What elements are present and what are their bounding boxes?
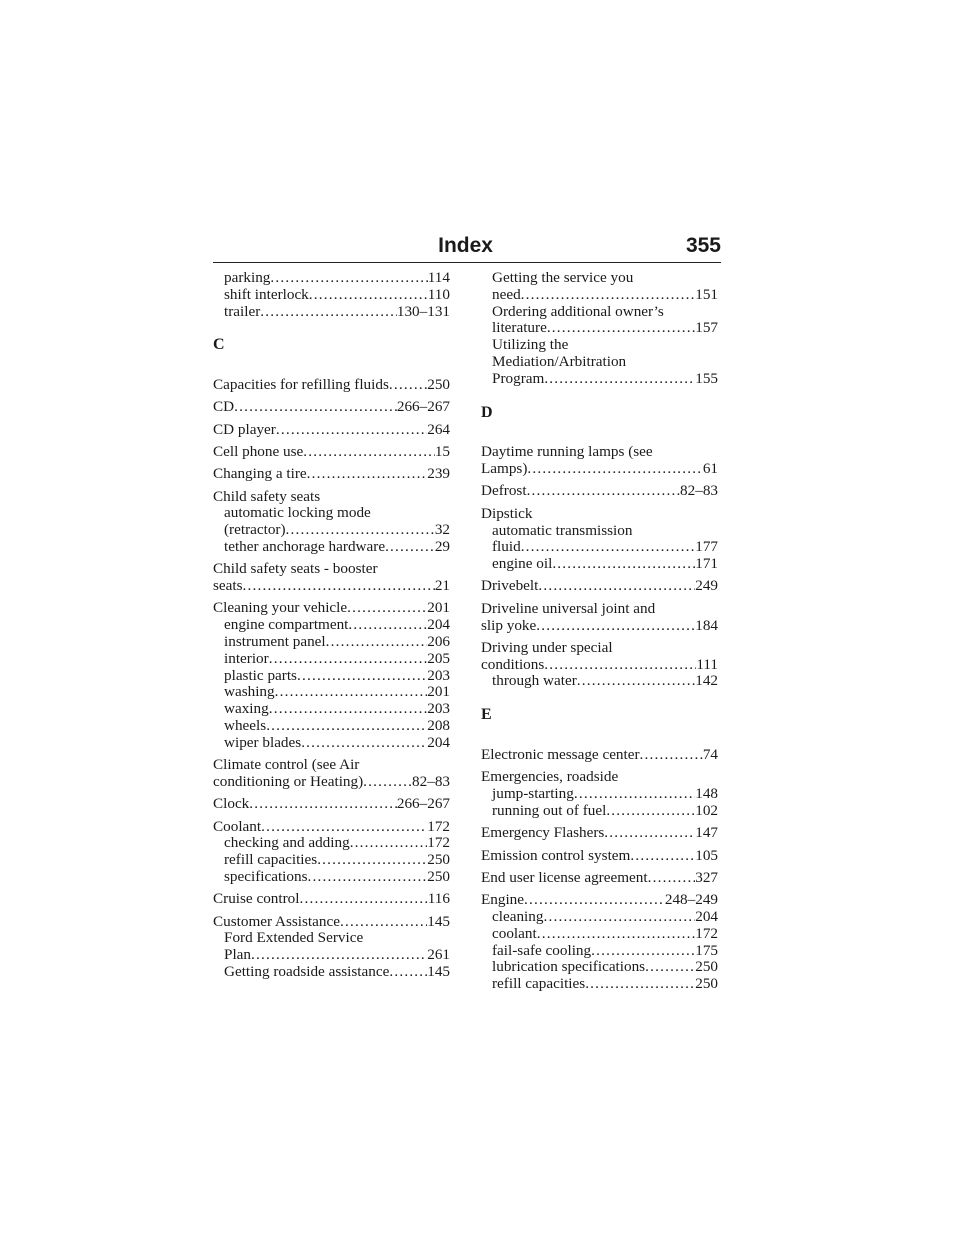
index-entry-page: 201 bbox=[427, 600, 450, 617]
page-title: Index bbox=[438, 234, 493, 257]
index-entry-label: Getting roadside assistance bbox=[224, 963, 390, 980]
index-entry bbox=[481, 304, 718, 321]
index-entry bbox=[213, 835, 450, 852]
index-entry bbox=[481, 825, 718, 842]
index-entry-label: seats bbox=[213, 578, 243, 595]
index-entry-label: trailer bbox=[224, 303, 261, 320]
index-entry bbox=[481, 483, 718, 500]
index-entry-label: conditioning or Heating) bbox=[213, 773, 364, 790]
index-entry-page: 157 bbox=[695, 320, 718, 337]
index-entry bbox=[213, 444, 450, 461]
index-entry-label: Customer Assistance bbox=[213, 913, 340, 930]
dot-leader bbox=[389, 964, 427, 981]
dot-leader bbox=[340, 914, 427, 931]
index-entry bbox=[213, 522, 450, 539]
dot-leader bbox=[640, 747, 703, 764]
index-entry-page: 249 bbox=[695, 578, 718, 595]
index-entry bbox=[213, 539, 450, 556]
index-entry-page: 327 bbox=[695, 869, 718, 886]
index-entry-page: 110 bbox=[427, 286, 450, 303]
dot-leader bbox=[348, 617, 427, 634]
index-entry-label: Emission control system bbox=[481, 847, 631, 864]
index-entry-text: automatic locking mode bbox=[224, 504, 371, 522]
index-entry-page: 114 bbox=[427, 270, 450, 286]
dot-leader bbox=[574, 786, 695, 803]
index-entry-page: 142 bbox=[695, 673, 718, 690]
index-entry-label: Lamps) bbox=[481, 461, 528, 478]
dot-leader bbox=[630, 848, 695, 865]
index-entry-label: wheels bbox=[224, 718, 267, 735]
index-entry bbox=[213, 735, 450, 752]
dot-leader bbox=[260, 304, 397, 321]
index-entry-label: shift interlock bbox=[224, 286, 309, 303]
index-entry-label: literature bbox=[492, 320, 547, 337]
index-entry bbox=[481, 556, 718, 573]
index-entry-page: 116 bbox=[427, 891, 450, 908]
index-entry-page: 130–131 bbox=[396, 303, 450, 320]
index-entry-label: Program bbox=[492, 370, 545, 387]
index-entry bbox=[481, 444, 718, 461]
index-entry-page: 105 bbox=[695, 847, 718, 864]
dot-leader bbox=[251, 947, 427, 964]
index-entry-page: 175 bbox=[695, 942, 718, 959]
dot-leader bbox=[537, 926, 696, 943]
index-entry-label: fluid bbox=[492, 539, 521, 556]
index-entry bbox=[213, 964, 450, 981]
index-entry bbox=[213, 617, 450, 634]
index-entry-label: cleaning bbox=[492, 908, 544, 925]
dot-leader bbox=[645, 959, 695, 976]
index-entry-text: Getting the service you bbox=[492, 269, 634, 286]
dot-leader bbox=[552, 556, 695, 573]
index-entry bbox=[213, 796, 450, 813]
dot-leader bbox=[326, 634, 428, 651]
index-entry-label: Coolant bbox=[213, 818, 262, 835]
index-entry-label: Plan bbox=[224, 947, 252, 964]
index-entry-label: interior bbox=[224, 650, 269, 667]
dot-leader bbox=[269, 701, 428, 718]
index-entry bbox=[213, 947, 450, 964]
index-entry-page: 204 bbox=[427, 734, 450, 751]
index-entry-label: Cell phone use bbox=[213, 444, 304, 461]
index-entry bbox=[213, 466, 450, 483]
dot-leader bbox=[276, 422, 427, 439]
dot-leader bbox=[303, 444, 435, 461]
dot-leader bbox=[269, 651, 428, 668]
index-entry-page: 172 bbox=[427, 818, 450, 835]
index-entry-label: Clock bbox=[213, 796, 250, 813]
index-entry bbox=[481, 769, 718, 786]
index-entry bbox=[481, 539, 718, 556]
index-entry-page: 184 bbox=[695, 617, 718, 634]
index-entry-label: Electronic message center bbox=[481, 747, 640, 764]
dot-leader bbox=[299, 891, 427, 908]
index-entry-page: 155 bbox=[695, 370, 718, 387]
index-entry bbox=[213, 718, 450, 735]
index-entry-page: 261 bbox=[427, 947, 450, 964]
index-entry-text: Dipstick bbox=[481, 504, 533, 522]
index-entry-page: 203 bbox=[427, 701, 450, 718]
index-entry bbox=[481, 270, 718, 287]
dot-leader bbox=[521, 287, 696, 304]
index-entry-label: Defrost bbox=[481, 483, 527, 500]
index-entry-page: 74 bbox=[702, 747, 718, 764]
index-entry-label: running out of fuel bbox=[492, 802, 607, 819]
index-entry-page: 266–267 bbox=[396, 796, 450, 813]
index-entry-text: Mediation/Arbitration bbox=[492, 352, 627, 370]
index-entry-page: 171 bbox=[695, 556, 718, 573]
index-entry-label: coolant bbox=[492, 925, 537, 942]
index-entry-page: 32 bbox=[434, 522, 450, 539]
index-entry bbox=[213, 757, 450, 774]
index-entry bbox=[213, 377, 450, 394]
index-entry-label: checking and adding bbox=[224, 835, 350, 852]
index-entry bbox=[213, 505, 450, 522]
index-entry bbox=[481, 578, 718, 595]
index-entry-label: slip yoke bbox=[481, 617, 537, 634]
index-entry-label: CD bbox=[213, 399, 235, 416]
index-entry bbox=[481, 657, 718, 674]
dot-leader bbox=[648, 870, 696, 887]
dot-leader bbox=[521, 539, 696, 556]
index-entry bbox=[213, 869, 450, 886]
index-entry-text: Utilizing the bbox=[492, 336, 569, 354]
index-entry bbox=[213, 701, 450, 718]
index-entry-page: 177 bbox=[695, 539, 718, 556]
dot-leader bbox=[585, 976, 695, 993]
dot-leader bbox=[389, 377, 427, 394]
index-entry bbox=[213, 930, 450, 947]
dot-leader bbox=[249, 796, 397, 813]
dot-leader bbox=[347, 600, 427, 617]
index-entry-page: 82–83 bbox=[412, 773, 450, 790]
index-entry-page: 248–249 bbox=[664, 892, 718, 909]
index-entry-text: Driving under special bbox=[481, 638, 613, 656]
index-entry-label: refill capacities bbox=[492, 976, 586, 993]
dot-leader bbox=[591, 943, 695, 960]
index-entry-label: jump-starting bbox=[492, 786, 574, 803]
dot-leader bbox=[547, 320, 695, 337]
index-entry bbox=[481, 673, 718, 690]
index-entry-page: 148 bbox=[695, 786, 718, 803]
dot-leader bbox=[524, 892, 665, 909]
dot-leader bbox=[350, 835, 428, 852]
dot-leader bbox=[275, 684, 428, 701]
index-entry-page: 250 bbox=[427, 868, 450, 885]
index-entry-label: Drivebelt bbox=[481, 578, 539, 595]
index-entry-label: conditions bbox=[481, 656, 545, 673]
index-entry-label: tether anchorage hardware bbox=[224, 539, 386, 556]
index-entry-page: 147 bbox=[695, 825, 718, 842]
index-entry bbox=[213, 489, 450, 506]
dot-leader bbox=[363, 774, 412, 791]
index-entry-page: 102 bbox=[695, 802, 718, 819]
index-entry bbox=[213, 852, 450, 869]
index-entry-label: engine compartment bbox=[224, 617, 349, 634]
index-entry-label: plastic parts bbox=[224, 667, 297, 684]
index-entry-text: Child safety seats bbox=[213, 487, 321, 505]
index-entry bbox=[481, 803, 718, 820]
index-letter-heading: D bbox=[481, 403, 493, 421]
page-number: 355 bbox=[685, 234, 721, 257]
index-entry-page: 206 bbox=[427, 634, 450, 651]
index-entry bbox=[481, 747, 718, 764]
page-header bbox=[213, 232, 721, 263]
index-entry-page: 145 bbox=[427, 913, 450, 930]
index-entry bbox=[481, 909, 718, 926]
dot-leader bbox=[234, 399, 397, 416]
index-entry bbox=[213, 561, 450, 578]
index-letter-heading: C bbox=[213, 336, 225, 354]
index-entry-label: Cruise control bbox=[213, 891, 300, 908]
index-entry-label: End user license agreement bbox=[481, 869, 648, 886]
dot-leader bbox=[538, 578, 695, 595]
index-entry-page: 250 bbox=[695, 976, 718, 993]
index-entry-page: 250 bbox=[695, 959, 718, 976]
index-entry bbox=[481, 506, 718, 523]
index-entry-page: 111 bbox=[696, 656, 718, 673]
index-entry-text: Daytime running lamps (see bbox=[481, 443, 653, 461]
index-entry bbox=[213, 304, 450, 321]
index-entry bbox=[481, 461, 718, 478]
index-entry-label: wiper blades bbox=[224, 734, 302, 751]
index-entry-label: engine oil bbox=[492, 556, 553, 573]
index-entry bbox=[213, 634, 450, 651]
index-entry-label: fail-safe cooling bbox=[492, 942, 592, 959]
index-entry-page: 21 bbox=[434, 578, 450, 595]
index-entry-text: Child safety seats - booster bbox=[213, 560, 378, 578]
index-entry-label: instrument panel bbox=[224, 634, 326, 651]
index-entry bbox=[481, 287, 718, 304]
dot-leader bbox=[270, 270, 427, 287]
dot-leader bbox=[317, 852, 427, 869]
index-entry bbox=[481, 618, 718, 635]
index-entry-label: lubrication specifications bbox=[492, 959, 646, 976]
index-entry-page: 266–267 bbox=[396, 399, 450, 416]
index-entry-page: 250 bbox=[427, 852, 450, 869]
index-entry-page: 61 bbox=[702, 461, 718, 478]
index-entry-label: parking bbox=[224, 270, 271, 286]
index-entry-text: Emergencies, roadside bbox=[481, 768, 619, 786]
index-entry-page: 239 bbox=[427, 466, 450, 483]
dot-leader bbox=[544, 371, 695, 388]
index-entry bbox=[213, 819, 450, 836]
index-entry-page: 204 bbox=[427, 617, 450, 634]
index-entry-label: (retractor) bbox=[224, 522, 286, 539]
index-entry bbox=[481, 320, 718, 337]
index-entry bbox=[481, 640, 718, 657]
index-entry-label: refill capacities bbox=[224, 852, 318, 869]
index-entry bbox=[213, 651, 450, 668]
index-entry bbox=[481, 892, 718, 909]
dot-leader bbox=[604, 825, 695, 842]
index-entry-page: 203 bbox=[427, 667, 450, 684]
index-entry bbox=[481, 870, 718, 887]
index-entry bbox=[213, 422, 450, 439]
index-entry-text: Driveline universal joint and bbox=[481, 599, 656, 617]
index-entry-page: 208 bbox=[427, 718, 450, 735]
index-entry bbox=[213, 668, 450, 685]
index-entry-label: washing bbox=[224, 684, 275, 701]
index-entry-label: Engine bbox=[481, 892, 525, 909]
index-entry bbox=[213, 287, 450, 304]
dot-leader bbox=[297, 668, 427, 685]
index-entry bbox=[481, 786, 718, 803]
index-entry-page: 172 bbox=[427, 835, 450, 852]
index-entry-label: Emergency Flashers bbox=[481, 825, 605, 842]
index-entry bbox=[481, 848, 718, 865]
index-entry bbox=[213, 774, 450, 791]
index-entry bbox=[481, 601, 718, 618]
dot-leader bbox=[243, 578, 435, 595]
index-entry bbox=[481, 523, 718, 540]
index-entry-label: specifications bbox=[224, 868, 308, 885]
dot-leader bbox=[308, 869, 428, 886]
index-entry bbox=[481, 337, 718, 354]
index-entry-text: automatic transmission bbox=[492, 521, 633, 539]
index-entry bbox=[213, 270, 450, 287]
index-entry-text: Climate control (see Air bbox=[213, 756, 360, 774]
index-entry-page: 145 bbox=[427, 963, 450, 980]
index-entry-label: through water bbox=[492, 673, 577, 690]
index-entry bbox=[481, 959, 718, 976]
index-entry bbox=[213, 914, 450, 931]
dot-leader bbox=[266, 718, 427, 735]
index-entry-label: need bbox=[492, 286, 521, 303]
index-entry-page: 29 bbox=[434, 539, 450, 556]
index-entry bbox=[213, 578, 450, 595]
index-column-left bbox=[213, 270, 450, 981]
index-entry-text: Ordering additional owner’s bbox=[492, 302, 664, 320]
index-entry bbox=[213, 891, 450, 908]
dot-leader bbox=[544, 657, 696, 674]
index-entry-label: Capacities for refilling fluids bbox=[213, 377, 389, 394]
index-entry-label: Cleaning your vehicle bbox=[213, 600, 348, 617]
dot-leader bbox=[536, 618, 695, 635]
index-entry bbox=[213, 600, 450, 617]
index-entry bbox=[213, 399, 450, 416]
index-entry-page: 201 bbox=[427, 684, 450, 701]
index-entry-page: 264 bbox=[427, 421, 450, 438]
dot-leader bbox=[261, 819, 427, 836]
index-entry-page: 15 bbox=[434, 444, 450, 461]
dot-leader bbox=[307, 466, 428, 483]
dot-leader bbox=[301, 735, 427, 752]
index-entry-page: 205 bbox=[427, 650, 450, 667]
index-entry-page: 172 bbox=[695, 925, 718, 942]
dot-leader bbox=[385, 539, 435, 556]
dot-leader bbox=[286, 522, 435, 539]
index-entry-page: 204 bbox=[695, 908, 718, 925]
index-entry-text: Ford Extended Service bbox=[224, 929, 364, 947]
dot-leader bbox=[527, 461, 702, 478]
index-entry-page: 151 bbox=[695, 286, 718, 303]
index-entry bbox=[481, 926, 718, 943]
dot-leader bbox=[543, 909, 695, 926]
index-entry bbox=[481, 354, 718, 371]
index-entry bbox=[481, 943, 718, 960]
index-entry-label: Changing a tire bbox=[213, 466, 307, 483]
dot-leader bbox=[527, 483, 680, 500]
index-letter-heading: E bbox=[481, 706, 492, 724]
index-entry-page: 250 bbox=[427, 377, 450, 394]
index-entry-label: waxing bbox=[224, 701, 269, 718]
dot-leader bbox=[309, 287, 428, 304]
index-entry-page: 82–83 bbox=[680, 483, 718, 500]
index-column-right bbox=[481, 270, 718, 993]
index-entry bbox=[481, 976, 718, 993]
dot-leader bbox=[606, 803, 695, 820]
index-entry-label: CD player bbox=[213, 421, 276, 438]
index-entry bbox=[481, 371, 718, 388]
index-entry bbox=[213, 684, 450, 701]
dot-leader bbox=[577, 673, 695, 690]
